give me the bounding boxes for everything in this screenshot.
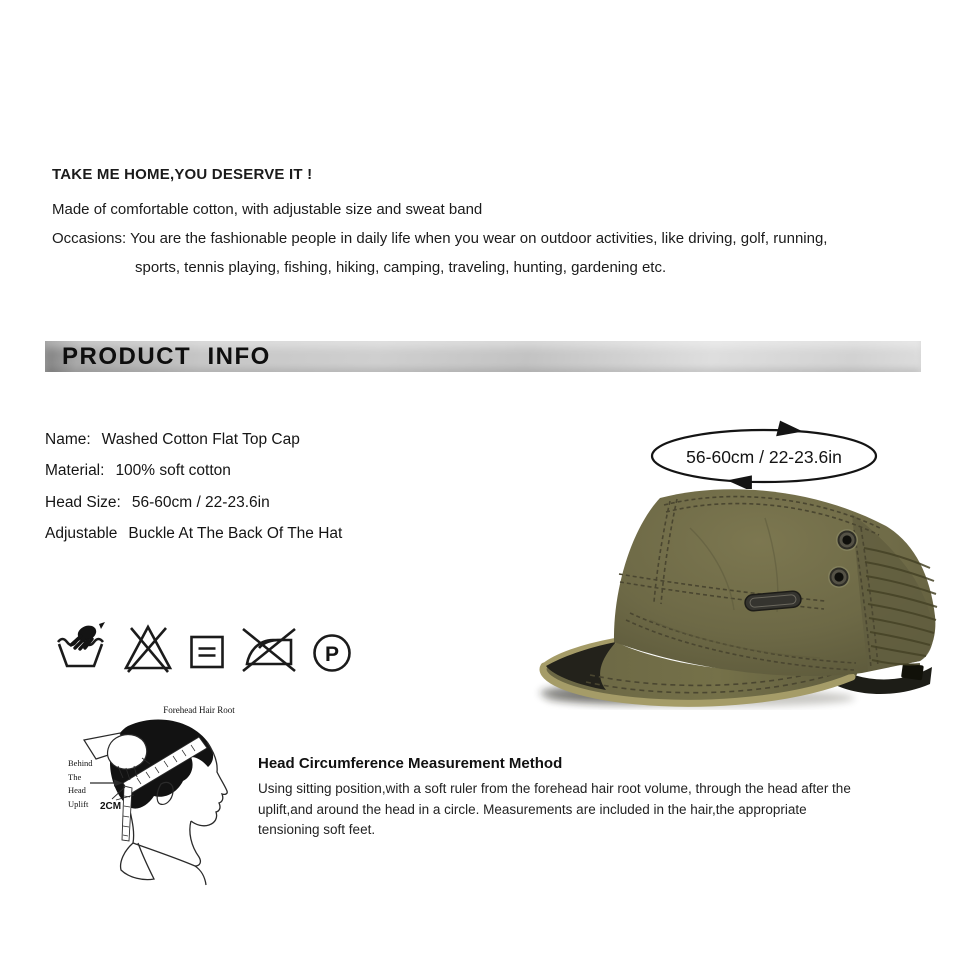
intro-heading: TAKE ME HOME,YOU DESERVE IT !: [52, 166, 313, 183]
diagram-2cm-label: 2CM: [100, 801, 122, 812]
intro-line-2: Occasions: You are the fashionable people in daily life when you wear on outdoor activities, like driving, golf, running,: [52, 230, 828, 247]
size-callout-text: 56-60cm / 22-23.6in: [686, 447, 842, 467]
label-uplift: Uplift: [68, 799, 89, 809]
hand-wash-icon: [54, 621, 108, 673]
head-measurement-diagram: [28, 696, 253, 888]
dry-clean-letter: P: [324, 643, 340, 666]
arrow-right-icon: [776, 420, 804, 439]
product-info-banner: [45, 341, 921, 372]
label-head: Head: [68, 785, 86, 795]
banner-title: PRODUCT INFO: [62, 342, 271, 370]
do-not-bleach-icon: [123, 621, 173, 673]
method-line-3: tensioning soft feet.: [258, 822, 376, 837]
spec-label: Adjustable: [45, 525, 118, 542]
method-line-1: Using sitting position,with a soft ruler from the forehead hair root volume, through the head after the: [258, 781, 851, 796]
hat-product-image: [530, 470, 950, 710]
label-the: The: [68, 772, 82, 782]
intro-line-3: sports, tennis playing, fishing, hiking, camping, traveling, hunting, gardening etc.: [135, 259, 667, 276]
spec-value: 100% soft cotton: [115, 462, 231, 479]
spec-value: Washed Cotton Flat Top Cap: [101, 431, 300, 448]
care-icons-row: [54, 621, 352, 673]
spec-row-adjustable: [45, 525, 342, 543]
spec-label: Material:: [45, 462, 105, 479]
spec-row-name: [45, 431, 300, 449]
spec-label: Head Size:: [45, 494, 121, 511]
diagram-top-label: Forehead Hair Root: [163, 705, 235, 715]
spec-row-head-size: [45, 494, 270, 512]
measurement-method-heading: Head Circumference Measurement Method: [258, 755, 563, 772]
dry-flat-icon: [188, 631, 226, 673]
measurement-method-body: [258, 779, 851, 841]
spec-row-material: [45, 462, 231, 480]
label-behind: Behind: [68, 758, 93, 768]
spec-label: Name:: [45, 431, 91, 448]
spec-value: 56-60cm / 22-23.6in: [131, 494, 270, 511]
do-not-iron-icon: [241, 627, 297, 673]
spec-value: Buckle At The Back Of The Hat: [128, 525, 343, 542]
dry-clean-p-icon: [312, 629, 352, 673]
method-line-2: uplift,and around the head in a circle. Measurements are included in the hair,the appropriate: [258, 801, 807, 817]
intro-line-1: Made of comfortable cotton, with adjustable size and sweat band: [52, 201, 483, 218]
diagram-side-labels: [68, 758, 93, 809]
